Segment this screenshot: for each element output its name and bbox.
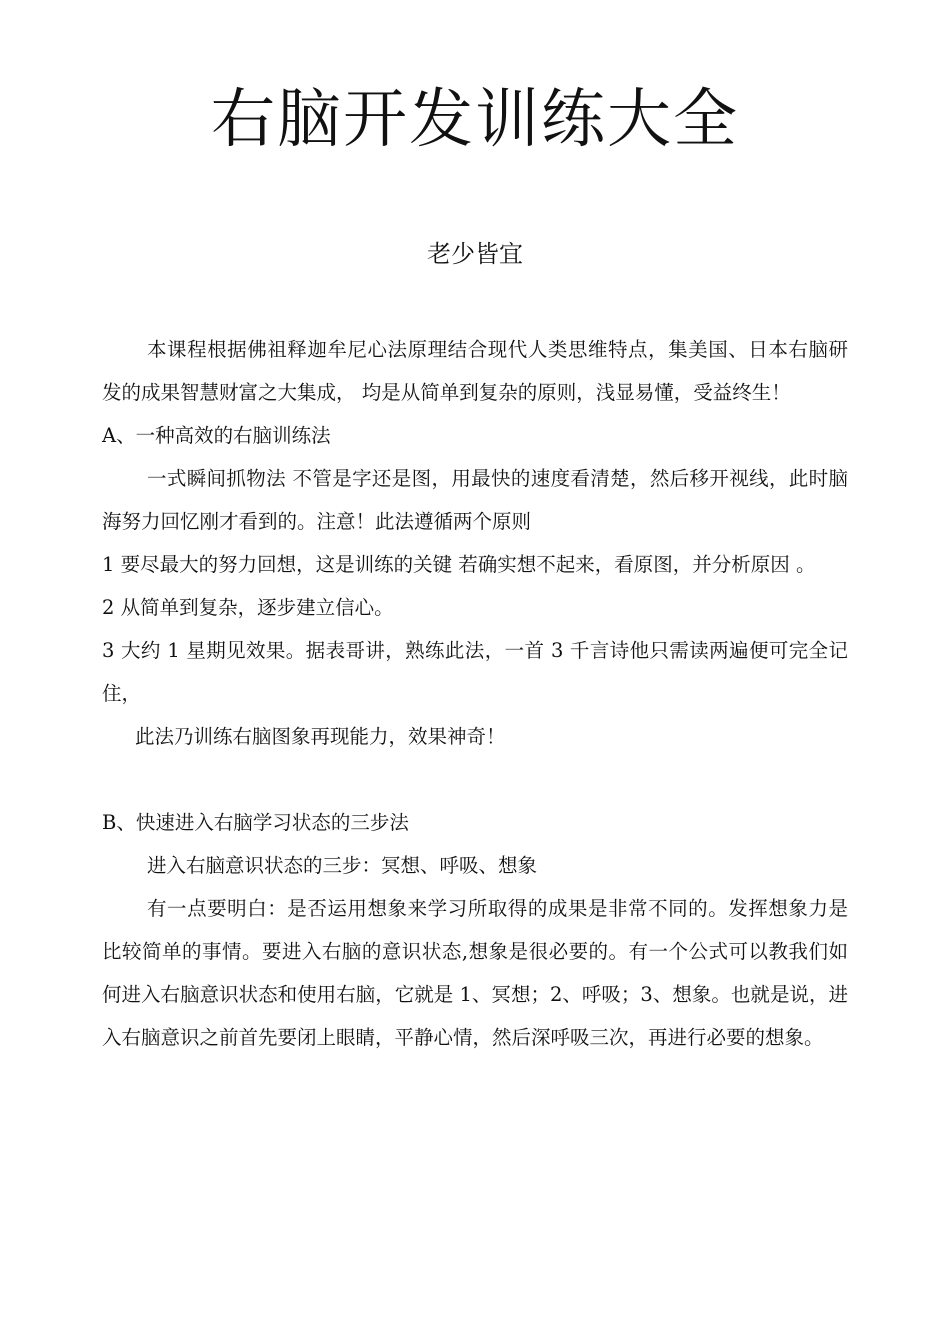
principle-1-paragraph: 1 要尽最大的努力回想，这是训练的关键 若确实想不起来，看原图，并分析原因 。 bbox=[102, 553, 816, 576]
section-a-heading: A、一种高效的右脑训练法 bbox=[102, 424, 331, 447]
section-b-heading: B、快速进入右脑学习状态的三步法 bbox=[102, 811, 409, 834]
document-subtitle: 老少皆宜 bbox=[427, 240, 523, 268]
method-summary-paragraph: 此法乃训练右脑图象再现能力，效果神奇！ bbox=[135, 725, 506, 748]
intro-paragraph: 本课程根据佛祖释迦牟尼心法原理结合现代人类思维特点，集美国、日本右脑研发的成果智慧财富之大集成， 均是从简单到复杂的原则，浅显易懂，受益终生！ bbox=[102, 338, 848, 404]
principle-3-paragraph: 3 大约 1 星期见效果。据表哥讲，熟练此法，一首 3 千言诗他只需读两遍便可完全记住， bbox=[102, 639, 848, 705]
three-steps-paragraph: 进入右脑意识状态的三步：冥想、呼吸、想象 bbox=[147, 854, 538, 877]
method-description-paragraph: 一式瞬间抓物法 不管是字还是图，用最快的速度看清楚，然后移开视线，此时脑海努力回忆刚才看到的。注意！此法遵循两个原则 bbox=[102, 467, 848, 533]
blank-line bbox=[102, 758, 848, 801]
principle-2-paragraph: 2 从简单到复杂，逐步建立信心。 bbox=[102, 596, 394, 619]
document-body bbox=[102, 328, 848, 1059]
imagination-paragraph: 有一点要明白：是否运用想象来学习所取得的成果是非常不同的。发挥想象力是比较简单的事情。要进入右脑的意识状态,想象是很必要的。有一个公式可以教我们如何进入右脑意识状态和使用右脑，它就是 1、冥想；2、呼吸；3、想象。也就是说，进入右脑意识之前首先要闭上眼睛，平静心情，然后深呼吸三次，再进行必要的想象。 bbox=[102, 897, 848, 1049]
document-title: 右脑开发训练大全 bbox=[211, 83, 739, 157]
